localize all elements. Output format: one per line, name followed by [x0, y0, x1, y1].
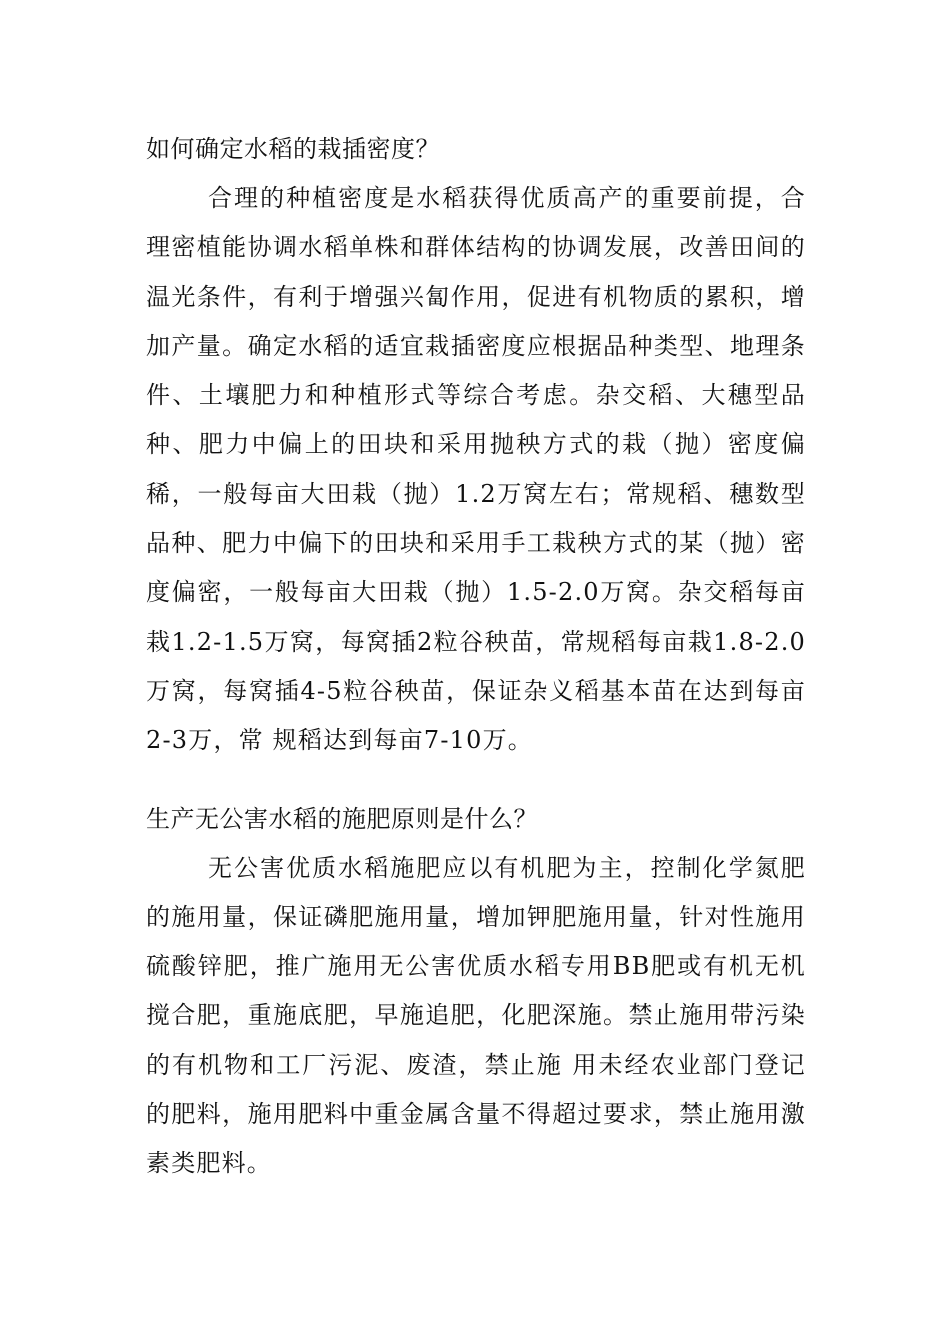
section-planting-density	[146, 124, 806, 766]
section-fertilization-principles	[146, 794, 806, 1189]
section-heading: 如何确定水稻的栽插密度？	[146, 135, 440, 163]
section-heading: 生产无公害水稻的施肥原则是什么？	[146, 804, 538, 833]
document-body	[146, 124, 806, 1189]
section-paragraph: 无公害优质水稻施肥应以有机肥为主，控制化学氮肥的施用量，保证磷肥施用量，增加钾肥施用量，针对性施用硫酸锌肥，推广施用无公害优质水稻专用BB肥或有机无机搅合肥，重施底肥，早施追肥，化肥深施。禁止施用带污染的有机物和工厂污泥、废渣，禁止施 用未经农业部门登记的肥料，施用肥料中重金属含量不得超过要求，禁止施用激素类肥料。	[146, 853, 806, 1178]
section-spacer	[146, 766, 806, 794]
section-paragraph: 合理的种植密度是水稻获得优质高产的重要前提，合理密植能协调水稻单株和群体结构的协调发展，改善田间的温光条件，有利于增强兴匐作用，促进有机物质的累积，增加产量。确定水稻的适宜栽插密度应根据品种类型、地理条件、土壤肥力和种植形式等综合考虑。杂交稻、大穗型品种、肥力中偏上的田块和采用抛秧方式的栽（抛）密度偏稀，一般每亩大田栽（抛）1.2万窝左右；常规稻、穗数型品种、肥力中偏下的田块和采用手工栽秧方式的某（抛）密度偏密，一般每亩大田栽（抛）1.5-2.0万窝。杂交稻每亩栽1.2-1.5万窝，每窝插2粒谷秧苗，常规稻每亩栽1.8-2.0万窝，每窝插4-5粒谷秧苗，保证杂义稻基本苗在达到每亩2-3万，常 规稻达到每亩7-10万。	[146, 184, 806, 755]
